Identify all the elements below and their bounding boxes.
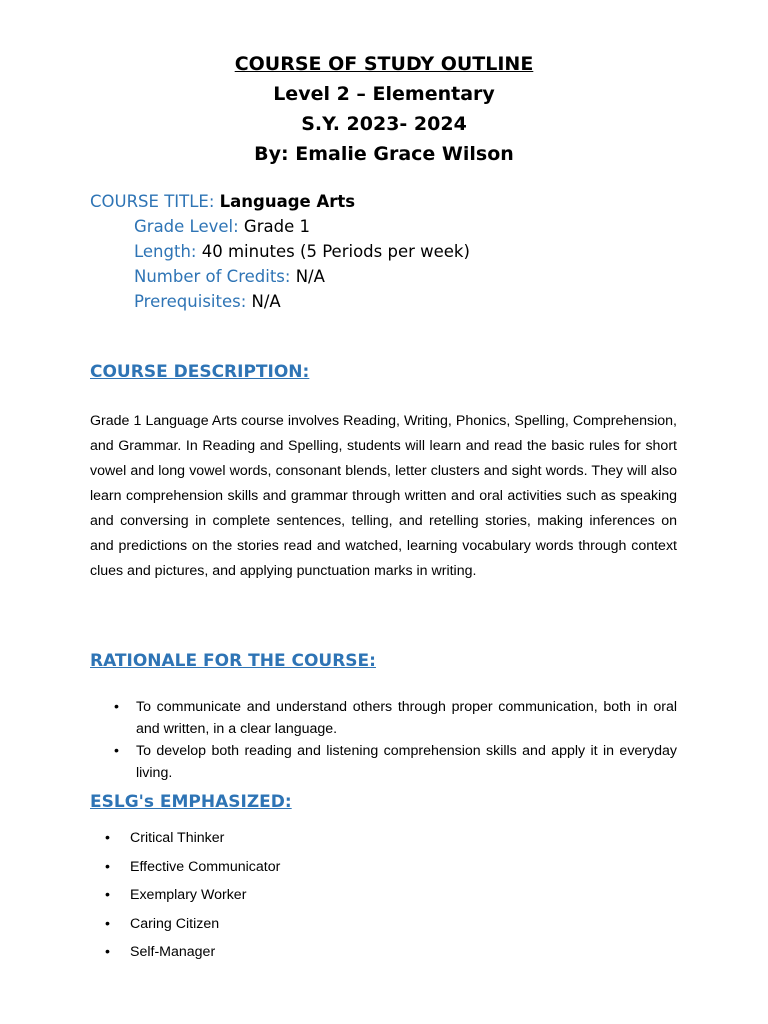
length-value: 40 minutes (5 Periods per week): [201, 242, 470, 261]
bullet-icon: •: [105, 858, 110, 875]
rationale-item-text: To communicate and understand others through proper communication, both in oral and written, in a clear language.: [136, 699, 677, 737]
course-description-heading: COURSE DESCRIPTION:: [90, 362, 310, 382]
bullet-icon: •: [105, 944, 110, 960]
eslg-item-text: Critical Thinker: [130, 830, 225, 846]
eslg-item-text: Effective Communicator: [130, 858, 281, 875]
course-title-row: [90, 189, 470, 214]
list-item: [90, 696, 677, 740]
rationale-heading: RATIONALE FOR THE COURSE:: [90, 651, 376, 671]
grade-level-value: Grade 1: [243, 217, 310, 236]
eslg-heading: ESLG's EMPHASIZED:: [90, 792, 292, 812]
prerequisites-label: Prerequisites:: [134, 292, 247, 311]
list-item: [90, 881, 280, 910]
bullet-icon: •: [105, 887, 110, 903]
credits-label: Number of Credits:: [134, 267, 291, 286]
rationale-item-text: To develop both reading and listening comprehension skills and apply it in everyday living.: [136, 743, 677, 781]
course-info: [90, 189, 470, 314]
course-description-text: Grade 1 Language Arts course involves Reading, Writing, Phonics, Spelling, Comprehension, and Grammar. In Reading and Spelling, students will learn and read the basic rules for short vowel and long vowel words, consonant blends, letter clusters and sight words. They will also learn comprehension skills and grammar through written and oral activities such as speaking and conversing in complete sentences, telling, and retelling stories, making inferences on and predictions on the stories read and watched, learning vocabulary words through context clues and pictures, and applying punctuation marks in writing.: [90, 413, 677, 579]
eslg-item-text: Self-Manager: [130, 944, 216, 960]
list-item: [90, 824, 280, 853]
document-title: COURSE OF STUDY OUTLINE: [234, 53, 534, 75]
eslg-item-text: Exemplary Worker: [130, 887, 247, 903]
eslg-item-text: Caring Citizen: [130, 915, 220, 932]
list-item: [90, 910, 280, 939]
grade-level-label: Grade Level:: [134, 217, 239, 236]
document-header: [0, 49, 768, 169]
bullet-icon: •: [105, 830, 110, 846]
bullet-icon: •: [114, 743, 119, 759]
bullet-icon: •: [105, 915, 110, 932]
credits-value: N/A: [295, 267, 325, 286]
course-title-value: Language Arts: [219, 192, 356, 211]
author-line: By: Emalie Grace Wilson: [254, 143, 514, 165]
length-label: Length:: [134, 242, 197, 261]
list-item: [90, 938, 280, 967]
credits-row: [90, 264, 470, 289]
list-item: [90, 853, 280, 882]
eslg-list: [90, 824, 280, 967]
bullet-icon: •: [114, 699, 119, 715]
list-item: [90, 740, 677, 784]
prerequisites-row: [90, 289, 470, 314]
level-line: Level 2 – Elementary: [273, 83, 495, 105]
rationale-list: [90, 696, 677, 784]
length-row: [90, 239, 470, 264]
course-title-label: COURSE TITLE:: [90, 192, 215, 211]
grade-level-row: [90, 214, 470, 239]
school-year-line: S.Y. 2023- 2024: [301, 113, 467, 135]
prerequisites-value: N/A: [251, 292, 281, 311]
